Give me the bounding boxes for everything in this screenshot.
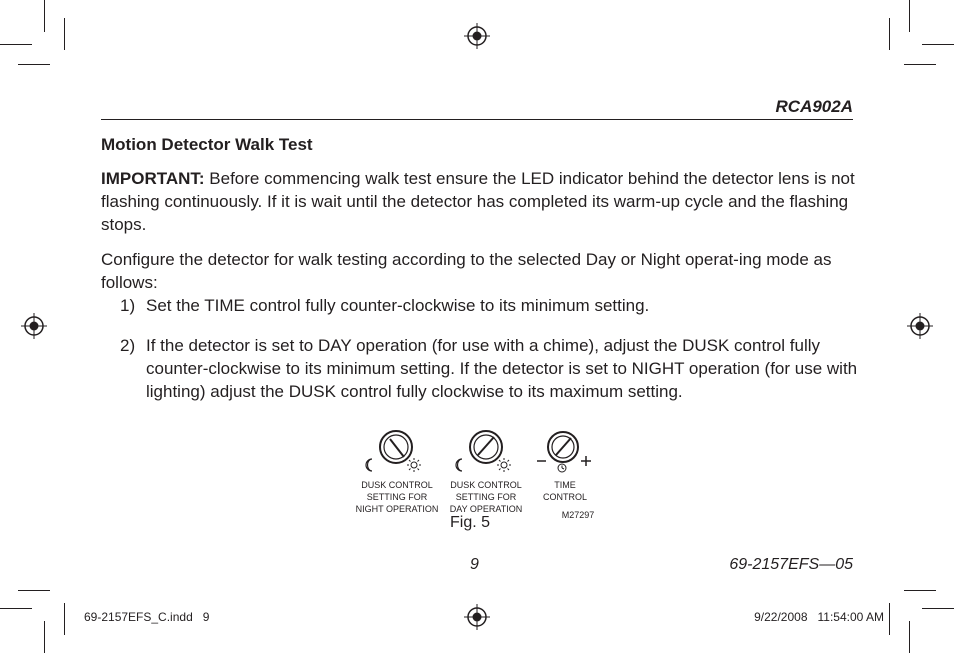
registration-mark-icon (464, 604, 490, 630)
step-number: 1) (120, 296, 136, 315)
doc-number: 69-2157EFS—05 (729, 556, 853, 573)
caption-line: TIME (554, 480, 576, 490)
registration-mark-icon (464, 23, 490, 49)
dusk-dial-day-icon (456, 431, 511, 472)
important-paragraph (101, 167, 861, 236)
registration-mark-icon (907, 313, 933, 339)
slug-timestamp: 9/22/2008 11:54:00 AM (754, 610, 884, 624)
figure-label: Fig. 5 (450, 514, 491, 531)
section-heading: Motion Detector Walk Test (101, 135, 313, 154)
dial-caption-day (442, 479, 530, 515)
slug-filename: 69-2157EFS_C.indd 9 (84, 610, 210, 624)
step-number: 2) (120, 336, 136, 355)
dusk-dial-night-icon (366, 431, 421, 472)
dial-caption-night (351, 479, 443, 515)
caption-line: NIGHT OPERATION (355, 504, 439, 514)
configure-paragraph: Configure the detector for walk testing according to the selected Day or Night operat-ing mode as follows: (101, 250, 832, 292)
figure-dials (360, 425, 600, 477)
caption-line: CONTROL (542, 492, 587, 502)
figure-code: M27297 (561, 510, 595, 520)
page-number: 9 (470, 556, 479, 573)
registration-mark-icon (21, 313, 47, 339)
step-text: Set the TIME control fully counter-clockwise to its minimum setting. (146, 296, 650, 315)
step-text: If the detector is set to DAY operation (for use with a chime), adjust the DUSK control fully counter-clockwise to its minimum setting. If the detector is set to NIGHT operation (for use with lighting) adjust the DUSK control fully clockwise to its maximum setting. (146, 336, 858, 401)
dial-caption-time (536, 479, 594, 503)
caption-line: SETTING FOR (455, 492, 517, 502)
caption-line: SETTING FOR (366, 492, 428, 502)
header-rule (101, 119, 853, 120)
time-dial-icon (537, 432, 591, 472)
caption-line: DUSK CONTROL (450, 480, 522, 490)
caption-line: DUSK CONTROL (361, 480, 433, 490)
important-text: Before commencing walk test ensure the LED indicator behind the detector lens is not flashing continuously. If it is wait until the detector has completed its warm-up cycle and the flashing stops. (101, 169, 855, 234)
caption-line: DAY OPERATION (449, 504, 523, 514)
model-number: RCA902A (775, 97, 853, 116)
important-label: IMPORTANT: (101, 169, 205, 188)
